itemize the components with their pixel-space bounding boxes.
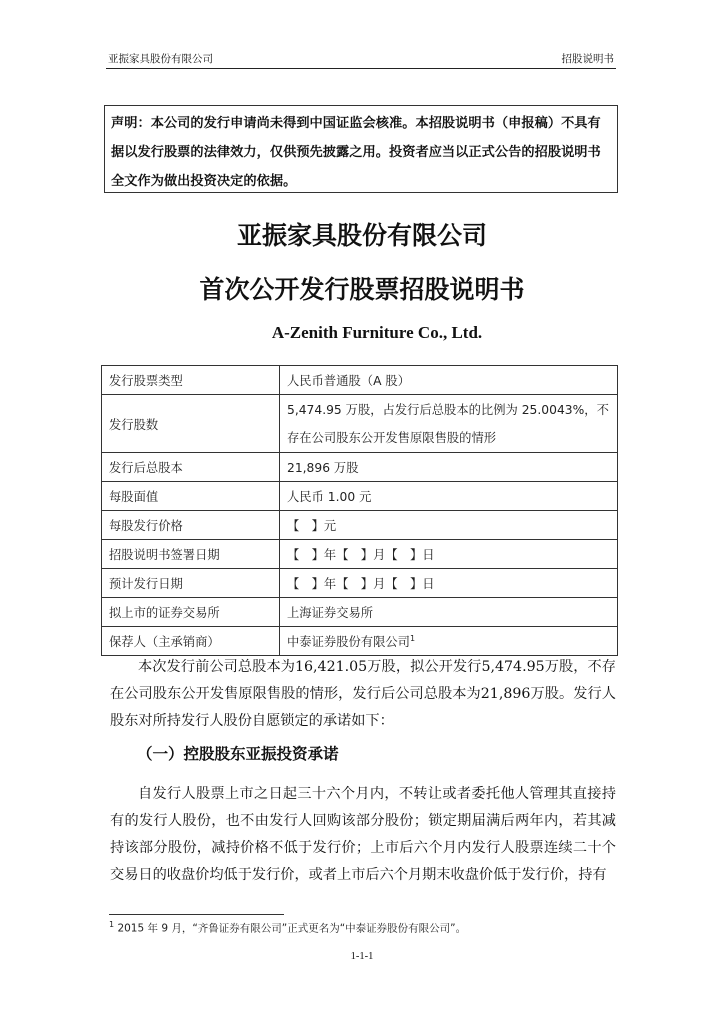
sponsor-name: 中泰证券股份有限公司 (287, 635, 410, 649)
offering-info-table (101, 365, 618, 656)
row-value: 5,474.95 万股，占发行后总股本的比例为 25.0043%，不存在公司股东公开发售原限售股的情形 (280, 395, 618, 453)
footnote (109, 920, 466, 936)
row-label: 每股发行价格 (102, 511, 280, 540)
row-label: 每股面值 (102, 482, 280, 511)
page-number: 1-1-1 (350, 951, 374, 962)
footnote-number: 1 (109, 920, 115, 929)
footnote-text: 2015 年 9 月，“齐鲁证券有限公司”正式更名为“中泰证券股份有限公司”。 (117, 922, 467, 935)
row-value: 人民币 1.00 元 (280, 482, 618, 511)
row-label: 拟上市的证券交易所 (102, 598, 280, 627)
table-row (102, 511, 618, 540)
document-title: 首次公开发行股票招股说明书 (199, 275, 525, 304)
table-row (102, 366, 618, 395)
header-doc-title: 招股说明书 (561, 53, 614, 65)
table-row (102, 569, 618, 598)
row-label: 发行股数 (102, 395, 280, 453)
table-row (102, 598, 618, 627)
page-header (106, 48, 616, 69)
footnote-divider (109, 914, 284, 915)
section-subheading: （一）控股股东亚振投资承诺 (137, 745, 339, 763)
header-company: 亚振家具股份有限公司 (108, 53, 213, 65)
row-label: 招股说明书签署日期 (102, 540, 280, 569)
row-value (280, 627, 618, 656)
company-title: 亚振家具股份有限公司 (236, 221, 487, 250)
row-label: 预计发行日期 (102, 569, 280, 598)
row-label: 保荐人（主承销商） (102, 627, 280, 656)
table-row (102, 453, 618, 482)
body-paragraph: 本次发行前公司总股本为16,421.05万股，拟公开发行5,474.95万股，不存在公司股东公开发售原限售股的情形，发行后公司总股本为21,896万股。发行人股东对所持发行人股份自愿锁定的承诺如下： (110, 659, 616, 729)
row-label: 发行后总股本 (102, 453, 280, 482)
body-paragraph: 自发行人股票上市之日起三十六个月内，不转让或者委托他人管理其直接持有的发行人股份，也不由发行人回购该部分股份；锁定期届满后两年内，若其减持该部分股份，减持价格不低于发行价；上市后六个月内发行人股票连续二十个交易日的收盘价均低于发行价，或者上市后六个月期末收盘价低于发行价，持有 (110, 786, 616, 883)
row-value: 人民币普通股（A 股） (280, 366, 618, 395)
english-title: A-Zenith Furniture Co., Ltd. (271, 323, 483, 342)
table-row (102, 482, 618, 511)
row-value: 21,896 万股 (280, 453, 618, 482)
row-value: 上海证券交易所 (280, 598, 618, 627)
table-row (102, 395, 618, 453)
row-value: 【 】年【 】月【 】日 (280, 569, 618, 598)
disclaimer-box: 声明：本公司的发行申请尚未得到中国证监会核准。本招股说明书（申报稿）不具有据以发行股票的法律效力，仅供预先披露之用。投资者应当以正式公告的招股说明书全文作为做出投资决定的依据。 (104, 105, 618, 193)
row-value: 【 】元 (280, 511, 618, 540)
table-row (102, 627, 618, 656)
footnote-ref: 1 (409, 633, 416, 643)
table-row (102, 540, 618, 569)
row-label: 发行股票类型 (102, 366, 280, 395)
row-value: 【 】年【 】月【 】日 (280, 540, 618, 569)
